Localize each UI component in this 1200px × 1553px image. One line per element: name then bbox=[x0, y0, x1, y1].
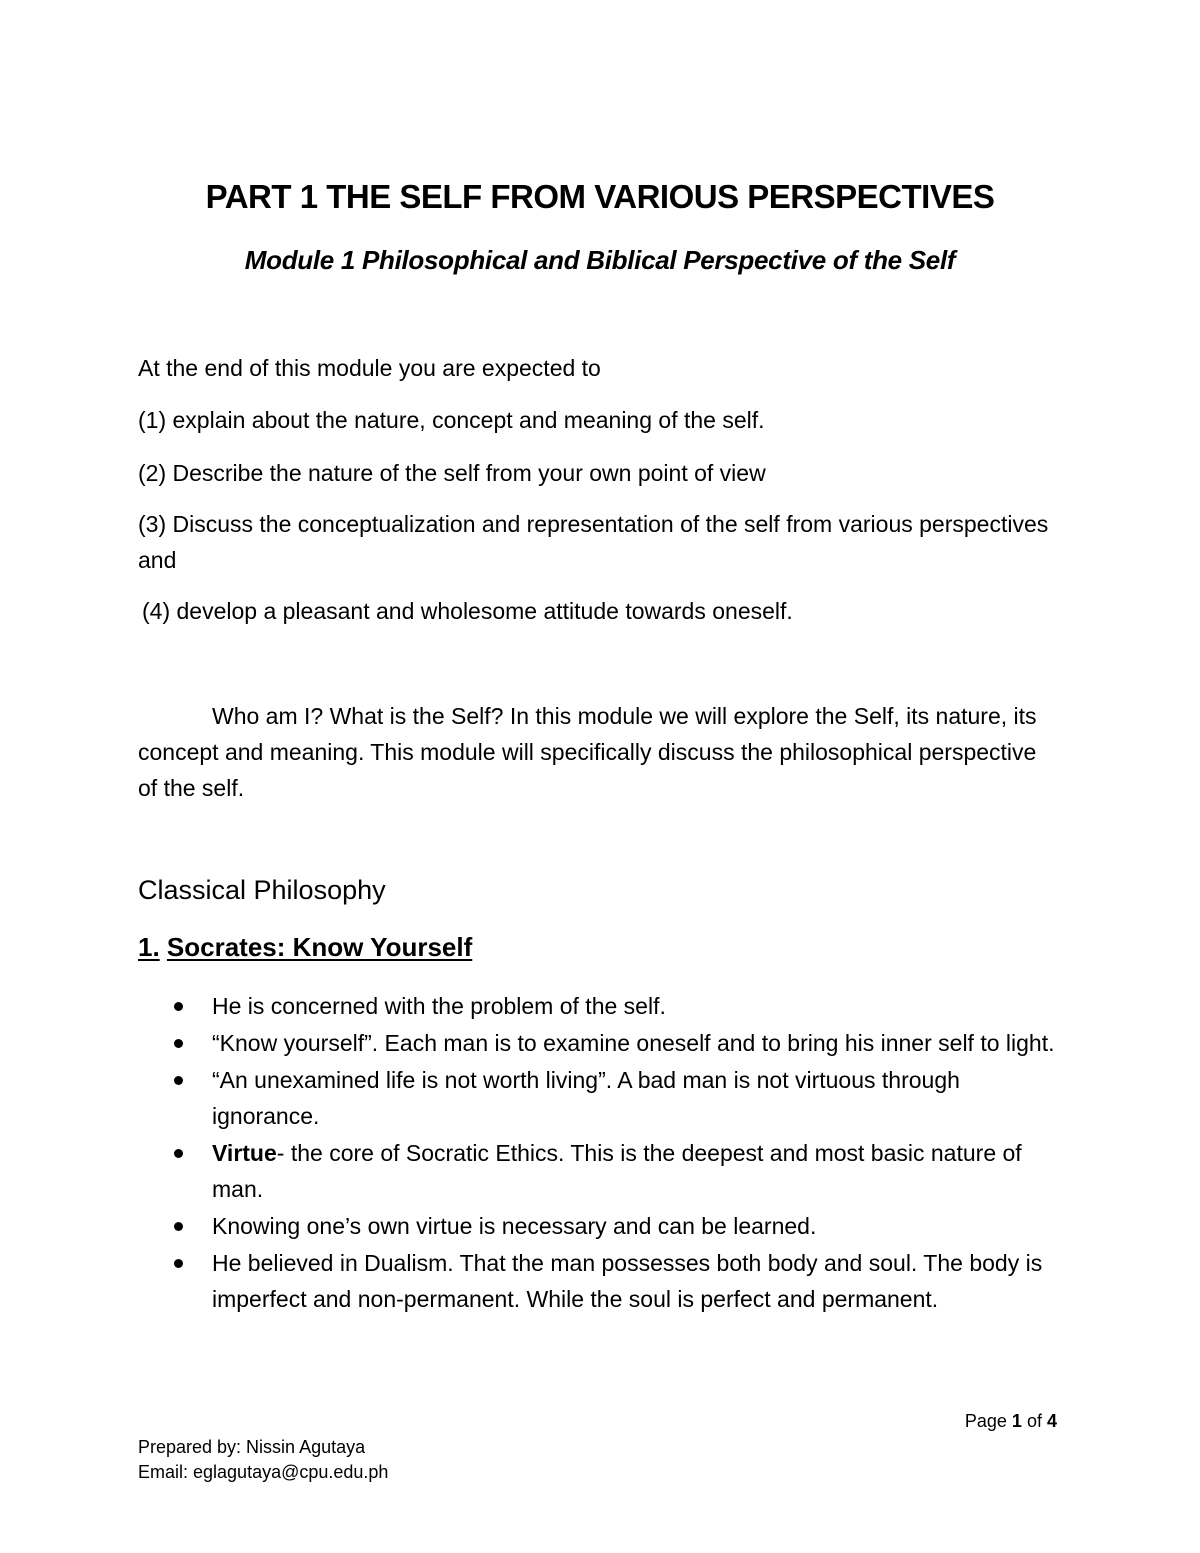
list-item bbox=[138, 1245, 1058, 1317]
list-item-text: “Know yourself”. Each man is to examine oneself and to bring his inner self to light. bbox=[212, 1030, 1055, 1056]
bullet-list bbox=[138, 988, 1058, 1318]
sub-heading-text: Socrates: Know Yourself bbox=[166, 932, 473, 962]
list-item bbox=[138, 1135, 1058, 1207]
objective-item: (2) Describe the nature of the self from your own point of view bbox=[138, 460, 766, 486]
bullet-icon bbox=[174, 1002, 183, 1011]
list-item bbox=[138, 1208, 1058, 1244]
bullet-icon bbox=[174, 1039, 183, 1048]
list-item-text: “An unexamined life is not worth living”. A bad man is not virtuous through ignorance. bbox=[212, 1067, 960, 1129]
bullet-icon bbox=[174, 1222, 183, 1231]
bullet-icon bbox=[174, 1259, 183, 1268]
page-total: 4 bbox=[1046, 1411, 1057, 1431]
footer-email: Email: eglagutaya@cpu.edu.ph bbox=[138, 1462, 389, 1482]
list-item-text: He is concerned with the problem of the self. bbox=[212, 993, 666, 1019]
list-item-emphasis: Virtue bbox=[212, 1140, 277, 1166]
bullet-icon bbox=[174, 1149, 183, 1158]
list-item bbox=[138, 1062, 1058, 1134]
list-item bbox=[138, 988, 1058, 1024]
list-item bbox=[138, 1025, 1058, 1061]
page-current: 1 bbox=[1011, 1411, 1022, 1431]
objective-item: (3) Discuss the conceptualization and representation of the self from various perspectives and bbox=[138, 511, 1049, 573]
list-item-text: Knowing one’s own virtue is necessary and can be learned. bbox=[212, 1213, 817, 1239]
sub-heading-number: 1. bbox=[138, 932, 160, 962]
list-item-text: - the core of Socratic Ethics. This is the deepest and most basic nature of man. bbox=[212, 1140, 1022, 1202]
objective-item: (4) develop a pleasant and wholesome attitude towards oneself. bbox=[142, 598, 793, 624]
document-title: PART 1 THE SELF FROM VARIOUS PERSPECTIVES bbox=[205, 178, 995, 215]
body-paragraph: Who am I? What is the Self? In this module we will explore the Self, its nature, its concept and meaning. This module will specifically discuss the philosophical perspective of the self. bbox=[138, 703, 1037, 801]
footer-prepared-by: Prepared by: Nissin Agutaya bbox=[138, 1437, 366, 1457]
page-number bbox=[965, 1411, 1057, 1432]
objective-item: (1) explain about the nature, concept and meaning of the self. bbox=[138, 407, 765, 433]
module-subtitle: Module 1 Philosophical and Biblical Perspective of the Self bbox=[244, 245, 956, 275]
page-of: of bbox=[1026, 1411, 1042, 1431]
section-heading: Classical Philosophy bbox=[138, 875, 386, 905]
objectives-intro: At the end of this module you are expected to bbox=[138, 355, 601, 381]
page-label: Page bbox=[964, 1411, 1007, 1431]
list-item-text: He believed in Dualism. That the man possesses both body and soul. The body is imperfect and non-permanent. While the soul is perfect and permanent. bbox=[212, 1250, 1043, 1312]
bullet-icon bbox=[174, 1076, 183, 1085]
sub-heading bbox=[138, 932, 472, 963]
